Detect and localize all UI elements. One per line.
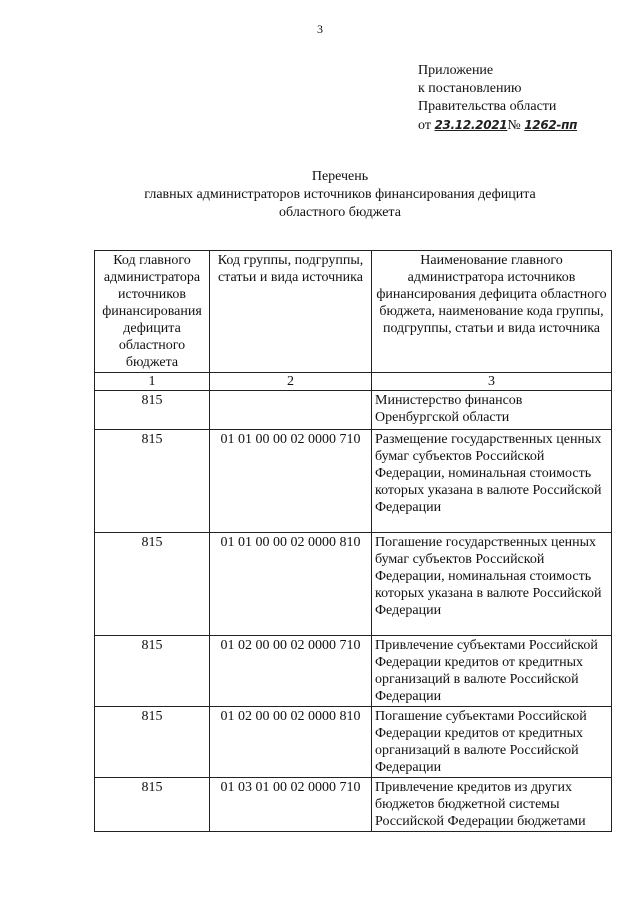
group-code-cell: 01 01 00 00 02 0000 710 (210, 430, 372, 533)
table-header-row (95, 251, 612, 373)
table-row (95, 430, 612, 533)
column-number: 1 (95, 373, 210, 391)
title-line-1: Перечень (311, 169, 369, 184)
header-group-code: Код группы, подгруппы, статьи и вида источника (210, 251, 372, 373)
appendix-block (418, 62, 628, 135)
name-cell: Привлечение кредитов из других бюджетов бюджетной системы Российской Федерации бюджетами (372, 778, 612, 832)
table-row (95, 778, 612, 832)
admin-code-cell: 815 (95, 430, 210, 533)
group-code-cell: 01 01 00 00 02 0000 810 (210, 533, 372, 636)
name-cell: Погашение субъектами Российской Федерации кредитов от кредитных организаций в валюте Российской Федерации (372, 707, 612, 778)
appendix-line-3: Правительства области (418, 99, 557, 114)
table-row (95, 636, 612, 707)
name-cell: Размещение государственных ценных бумаг субъектов Российской Федерации, номинальная стоимость которых указана в валюте Российской Федерации (372, 430, 612, 533)
group-code-cell: 01 02 00 00 02 0000 810 (210, 707, 372, 778)
admin-code-cell: 815 (95, 533, 210, 636)
header-name: Наименование главного администратора источников финансирования дефицита областного бюджета, наименование кода группы, подгруппы, статьи и вида источника (372, 251, 612, 373)
handwritten-date: 23.12.2021 (434, 118, 508, 132)
column-number-row (95, 373, 612, 391)
group-code-cell (210, 391, 372, 430)
admin-code-cell: 815 (95, 707, 210, 778)
page-number: 3 (317, 22, 323, 36)
column-number: 3 (372, 373, 612, 391)
admin-code-cell: 815 (95, 636, 210, 707)
group-code-cell: 01 02 00 00 02 0000 710 (210, 636, 372, 707)
header-admin-code: Код главного администратора источников финансирования дефицита областного бюджета (95, 251, 210, 373)
title-line-3: областного бюджета (279, 205, 401, 220)
table-row (95, 391, 612, 430)
date-prefix: от (418, 118, 431, 133)
group-code-cell: 01 03 01 00 02 0000 710 (210, 778, 372, 832)
column-number: 2 (210, 373, 372, 391)
name-cell: Министерство финансов Оренбургской области (372, 391, 612, 430)
table-row (95, 707, 612, 778)
number-prefix: № (507, 118, 521, 133)
name-cell: Привлечение субъектами Российской Федерации кредитов от кредитных организаций в валюте Российской Федерации (372, 636, 612, 707)
name-cell: Погашение государственных ценных бумаг субъектов Российской Федерации, номинальная стоимость которых указана в валюте Российской Федерации (372, 533, 612, 636)
appendix-line-2: к постановлению (418, 81, 522, 96)
appendix-date-line (418, 116, 628, 135)
admin-code-cell: 815 (95, 778, 210, 832)
handwritten-number: 1262-пп (524, 118, 578, 132)
admin-code-cell: 815 (95, 391, 210, 430)
table-row (95, 533, 612, 636)
title-line-2: главных администраторов источников финансирования дефицита (144, 187, 536, 202)
appendix-line-1: Приложение (418, 63, 494, 78)
document-title (60, 168, 620, 222)
administrators-table (94, 250, 612, 832)
